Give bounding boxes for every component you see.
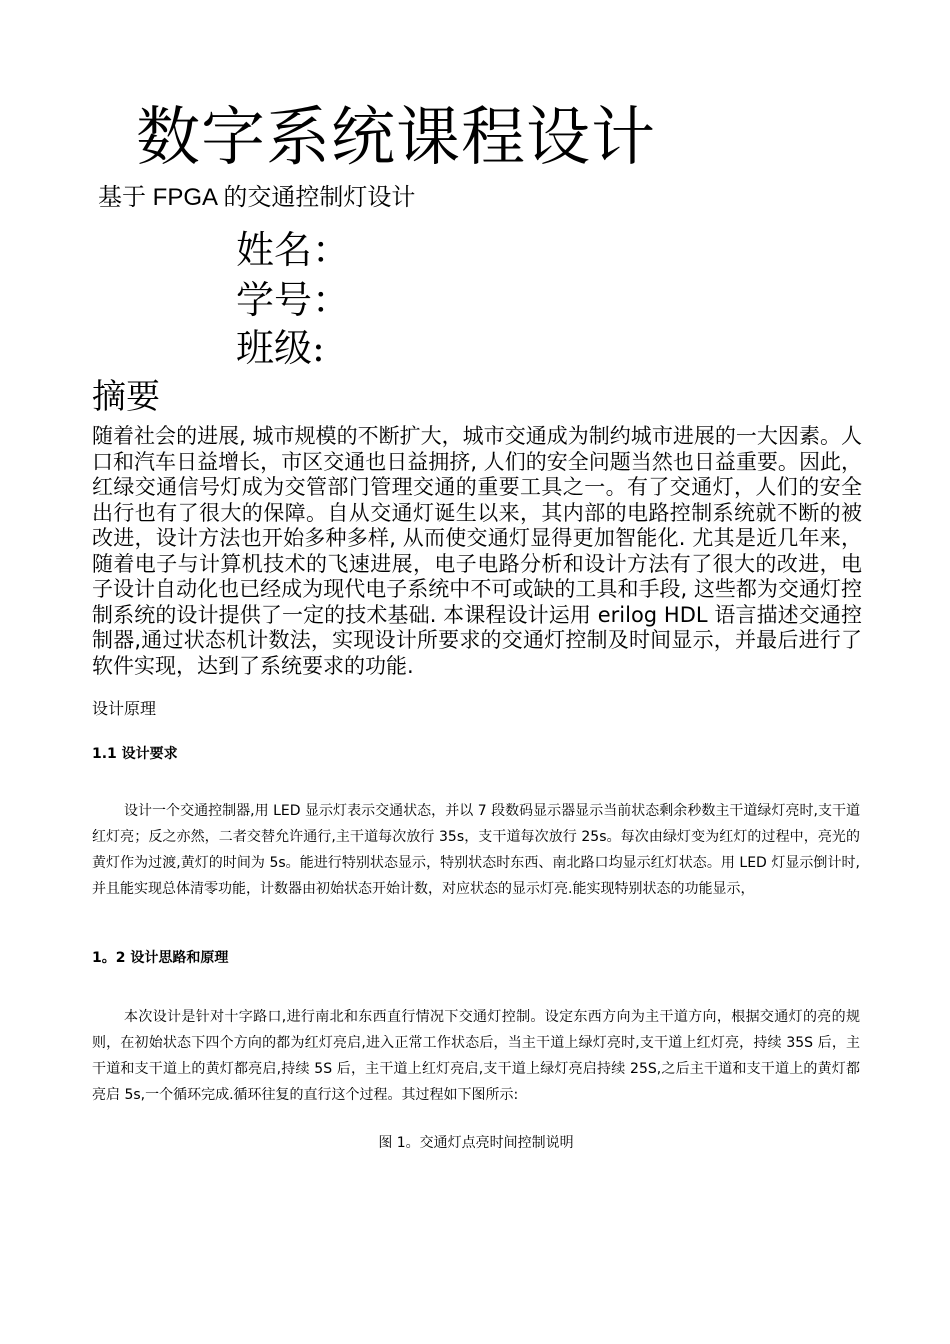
requirements-paragraph: 设计一个交通控制器,用 LED 显示灯表示交通状态，并以 7 段数码显示器显示当前状态剩余秒数主干道绿灯亮时,支干道红灯亮；反之亦然，二者交替允许通行,主干道每次放行 35s，支干道每次放行 25s。每次由绿灯变为红灯的过程中，亮光的黄灯作为过渡,黄灯的时间为 5s。能进行特别状态显示，特别状态时东西、南北路口均显示红灯状态。用 LED 灯显示倒计时,并且能实现总体清零功能，计数器由初始状态开始计数，对应状态的显示灯亮.能实现特别状态的功能显示， (92, 803, 860, 897)
student-id-label: 学号： (236, 278, 351, 322)
figure-caption: 图 1。交通灯点亮时间控制说明 (378, 1135, 574, 1151)
abstract-heading: 摘要 (92, 377, 160, 417)
document-subtitle: 基于 FPGA 的交通控制灯设计 (98, 184, 416, 211)
document-title: 数字系统课程设计 (136, 101, 656, 175)
requirements-heading: 1.1 设计要求 (92, 746, 178, 762)
name-label: 姓名： (236, 228, 351, 272)
approach-heading: 1。2 设计思路和原理 (92, 950, 229, 966)
abstract-body: 随着社会的进展, 城市规模的不断扩大，城市交通成为制约城市进展的一大因素。人口和汽车日益增长，市区交通也日益拥挤, 人们的安全问题当然也日益重要。因此，红绿交通信号灯成为交管部门管理交通的重要工具之一。有了交通灯，人们的安全出行也有了很大的保障。自从交通灯诞生以来，其内部的电路控制系统就不断的被改进，设计方法也开始多种多样, 从而使交通灯显得更加智能化. 尤其是近几年来，随着电子与计算机技术的飞速进展，电子电路分析和设计方法有了很大的改进，电子设计自动化也已经成为现代电子系统中不可或缺的工具和手段, 这些都为交通灯控制系统的设计提供了一定的技术基础. 本课程设计运用 erilog HDL 语言描述交通控制器,通过状态机计数法，实现设计所要求的交通灯控制及时间显示，并最后进行了软件实现，达到了系统要求的功能. (92, 424, 862, 678)
class-label: 班级: (236, 326, 325, 370)
design-principle-heading: 设计原理 (92, 699, 157, 718)
approach-paragraph: 本次设计是针对十字路口,进行南北和东西直行情况下交通灯控制。设定东西方向为主干道方向，根据交通灯的亮的规则，在初始状态下四个方向的都为红灯亮启,进入正常工作状态后，当主干道上绿灯亮时,支干道上红灯亮，持续 35S 后，主干道和支干道上的黄灯都亮启,持续 5S 后，主干道上红灯亮启,支干道上绿灯亮启持续 25S,之后主干道和支干道上的黄灯都亮启 5s,一个循环完成.循环往复的直行这个过程。其过程如下图所示: (92, 1009, 860, 1103)
